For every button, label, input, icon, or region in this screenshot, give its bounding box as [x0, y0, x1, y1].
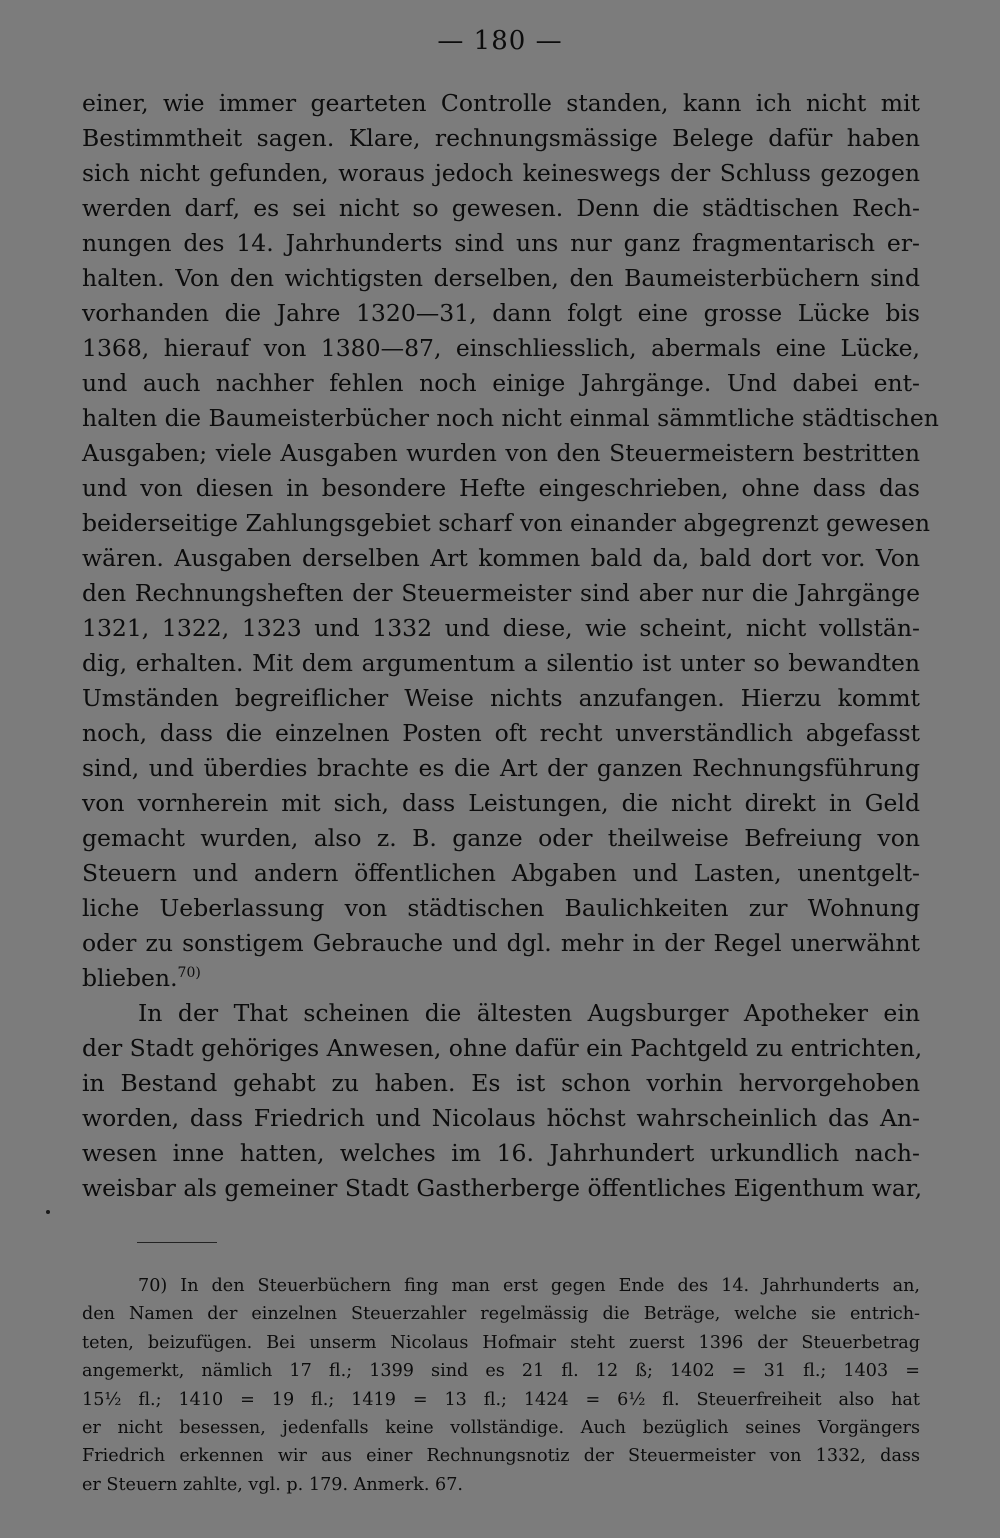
- main-text: [82, 86, 939, 1206]
- footnote-line: er Steuern zahlte, vgl. p. 179. Anmerk. 67.: [82, 1474, 464, 1495]
- footnote-line: den Namen der einzelnen Steuerzahler regelmässig die Beträge, welche sie entrich-: [82, 1304, 920, 1325]
- text-line: in Bestand gehabt zu haben. Es ist schon vorhin hervorgehoben: [82, 1069, 920, 1097]
- text-line: vorhanden die Jahre 1320—31, dann folgt eine grosse Lücke bis: [82, 299, 920, 327]
- text-line-last: [82, 961, 920, 996]
- text-line: einer, wie immer gearteten Controlle standen, kann ich nicht mit: [82, 89, 920, 117]
- text-line: von vornherein mit sich, dass Leistungen, die nicht direkt in Geld: [82, 789, 920, 817]
- text-line: sind, und überdies brachte es die Art der ganzen Rechnungsführung: [82, 754, 920, 782]
- text-line: In der That scheinen die ältesten Augsburger Apotheker ein: [138, 999, 920, 1027]
- text-line: sich nicht gefunden, woraus jedoch keineswegs der Schluss gezogen: [82, 159, 920, 187]
- text-line: und auch nachher fehlen noch einige Jahrgänge. Und dabei ent-: [82, 369, 920, 397]
- text-line: 1321, 1322, 1323 und 1332 und diese, wie scheint, nicht vollstän-: [82, 614, 920, 642]
- text-line: Steuern und andern öffentlichen Abgaben und Lasten, unentgelt-: [82, 859, 920, 887]
- footnote-line: teten, beizufügen. Bei unserm Nicolaus Hofmair steht zuerst 1396 der Steuerbetrag: [82, 1332, 920, 1353]
- footnote-line: 70) In den Steuerbüchern fing man erst gegen Ende des 14. Jahrhunderts an,: [138, 1276, 920, 1296]
- footnote-line: angemerkt, nämlich 17 fl.; 1399 sind es 21 fl. 12 ß; 1402 = 31 fl.; 1403 =: [82, 1361, 920, 1382]
- text-line: und von diesen in besondere Hefte eingeschrieben, ohne dass das: [82, 474, 920, 502]
- text-line: wesen inne hatten, welches im 16. Jahrhundert urkundlich nach-: [82, 1139, 920, 1167]
- paragraph-end-text: blieben.: [82, 964, 178, 992]
- text-line: 1368, hierauf von 1380—87, einschliesslich, abermals eine Lücke,: [82, 334, 920, 362]
- text-line: worden, dass Friedrich und Nicolaus höchst wahrscheinlich das An-: [82, 1104, 920, 1132]
- footnote-line: er nicht besessen, jedenfalls keine vollständige. Auch bezüglich seines Vorgängers: [82, 1418, 920, 1439]
- text-line: weisbar als gemeiner Stadt Gastherberge öffentliches Eigenthum war,: [82, 1174, 923, 1202]
- text-line: werden darf, es sei nicht so gewesen. Denn die städtischen Rech-: [82, 194, 920, 222]
- footnote-line: Friedrich erkennen wir aus einer Rechnungsnotiz der Steuermeister von 1332, dass: [82, 1446, 920, 1467]
- text-line: der Stadt gehöriges Anwesen, ohne dafür ein Pachtgeld zu entrichten,: [82, 1034, 923, 1062]
- text-line: liche Ueberlassung von städtischen Baulichkeiten zur Wohnung: [82, 894, 920, 922]
- text-line: Bestimmtheit sagen. Klare, rechnungsmässige Belege dafür haben: [82, 124, 920, 152]
- footnote-reference[interactable]: 70): [177, 965, 201, 982]
- text-line: oder zu sonstigem Gebrauche und dgl. mehr in der Regel unerwähnt: [82, 929, 920, 957]
- text-line: den Rechnungsheften der Steuermeister sind aber nur die Jahrgänge: [82, 579, 920, 607]
- margin-dot: [46, 1210, 50, 1214]
- text-line: nungen des 14. Jahrhunderts sind uns nur ganz fragmentarisch er-: [82, 229, 920, 257]
- text-line: dig, erhalten. Mit dem argumentum a silentio ist unter so bewandten: [82, 649, 920, 677]
- footnote-separator: [137, 1242, 217, 1243]
- text-line: Umständen begreiflicher Weise nichts anzufangen. Hierzu kommt: [82, 684, 920, 712]
- text-line: halten. Von den wichtigsten derselben, den Baumeisterbüchern sind: [82, 264, 920, 292]
- text-line: beiderseitige Zahlungsgebiet scharf von einander abgegrenzt gewesen: [82, 509, 931, 537]
- text-line: wären. Ausgaben derselben Art kommen bald da, bald dort vor. Von: [82, 544, 920, 572]
- page-number: — 180 —: [437, 26, 563, 56]
- text-line: gemacht wurden, also z. B. ganze oder theilweise Befreiung von: [82, 824, 920, 852]
- footnote-line: 15½ fl.; 1410 = 19 fl.; 1419 = 13 fl.; 1424 = 6½ fl. Steuerfreiheit also hat: [82, 1389, 920, 1410]
- text-line: noch, dass die einzelnen Posten oft recht unverständlich abgefasst: [82, 719, 920, 747]
- text-line: halten die Baumeisterbücher noch nicht einmal sämmtliche städtischen: [82, 404, 939, 432]
- text-line: Ausgaben; viele Ausgaben wurden von den Steuermeistern bestritten: [82, 439, 920, 467]
- footnote: [82, 1272, 920, 1499]
